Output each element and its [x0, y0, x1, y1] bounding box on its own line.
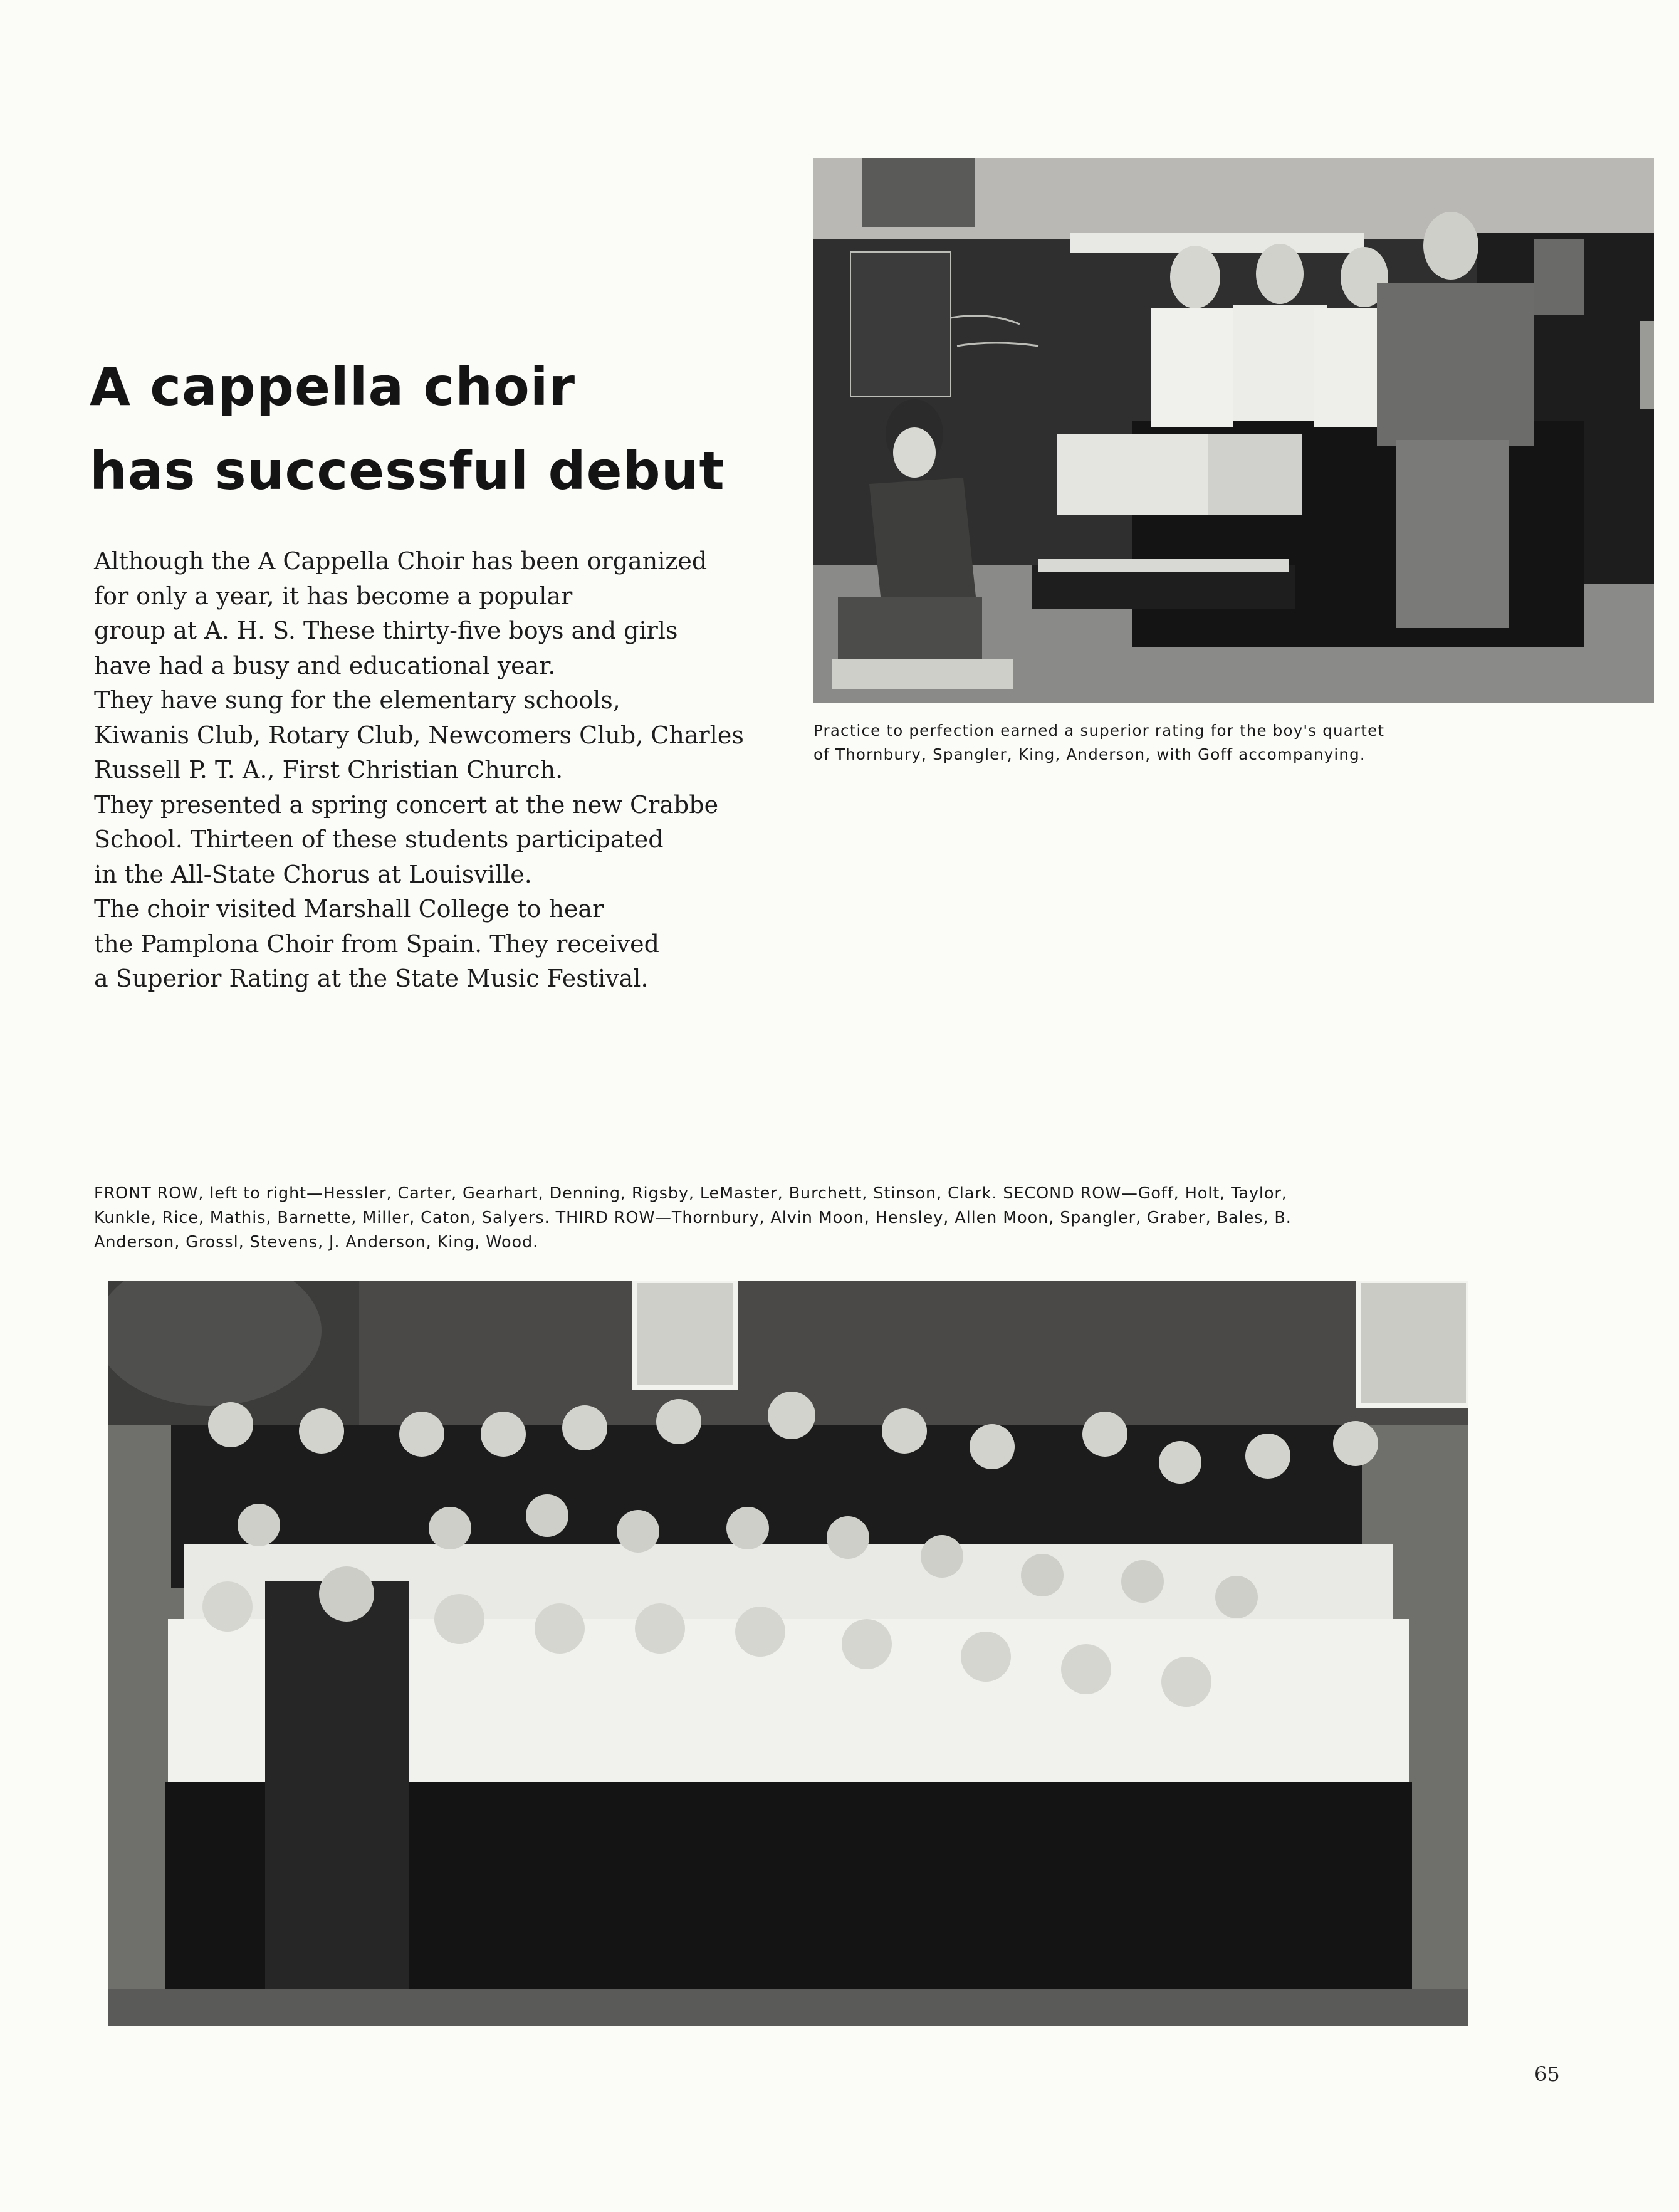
caption-line: Kunkle, Rice, Mathis, Barnette, Miller, Caton, Salyers. THIRD ROW—Thornbury, Alvin Moon, Hensley, Allen Moon, Spangler, Graber, Bales, B.: [94, 1208, 1292, 1227]
headline-line-2: has successful debut: [90, 440, 725, 501]
headline-line-1: A cappella choir: [90, 356, 575, 417]
body-line: the Pamplona Choir from Spain. They received: [94, 930, 659, 958]
group-photo-caption: [94, 1182, 1473, 1255]
caption-line: Practice to perfection earned a superior rating for the boy's quartet: [813, 721, 1385, 740]
choir-group-photo: [108, 1281, 1468, 2026]
quartet-photo: [813, 158, 1654, 703]
choir-group-photo-image: [108, 1281, 1468, 2026]
body-line: group at A. H. S. These thirty-five boys and girls: [94, 617, 678, 644]
article-body: [94, 544, 771, 997]
caption-line: FRONT ROW, left to right—Hessler, Carter, Gearhart, Denning, Rigsby, LeMaster, Burchett, Stinson, Clark. SECOND ROW—Goff, Holt, Taylor,: [94, 1184, 1287, 1203]
body-line: Russell P. T. A., First Christian Church.: [94, 756, 563, 784]
page-number: 65: [1534, 2062, 1560, 2086]
quartet-photo-image: [813, 158, 1654, 703]
body-line: They have sung for the elementary schools,: [94, 686, 620, 714]
page-headline: [90, 345, 779, 513]
body-line: The choir visited Marshall College to hear: [94, 895, 604, 923]
body-line: Kiwanis Club, Rotary Club, Newcomers Club, Charles: [94, 721, 744, 749]
body-line: a Superior Rating at the State Music Festival.: [94, 965, 649, 992]
body-line: They presented a spring concert at the new Crabbe: [94, 790, 719, 819]
body-line: for only a year, it has become a popular: [94, 582, 573, 610]
quartet-photo-caption: [813, 719, 1472, 767]
body-line: School. Thirteen of these students participated: [94, 826, 664, 853]
body-line: have had a busy and educational year.: [94, 651, 556, 679]
body-line: Although the A Cappella Choir has been organized: [94, 547, 708, 575]
body-line: in the All-State Chorus at Louisville.: [94, 860, 532, 888]
caption-line: Anderson, Grossl, Stevens, J. Anderson, King, Wood.: [94, 1233, 539, 1252]
caption-line: of Thornbury, Spangler, King, Anderson, with Goff accompanying.: [813, 745, 1366, 763]
